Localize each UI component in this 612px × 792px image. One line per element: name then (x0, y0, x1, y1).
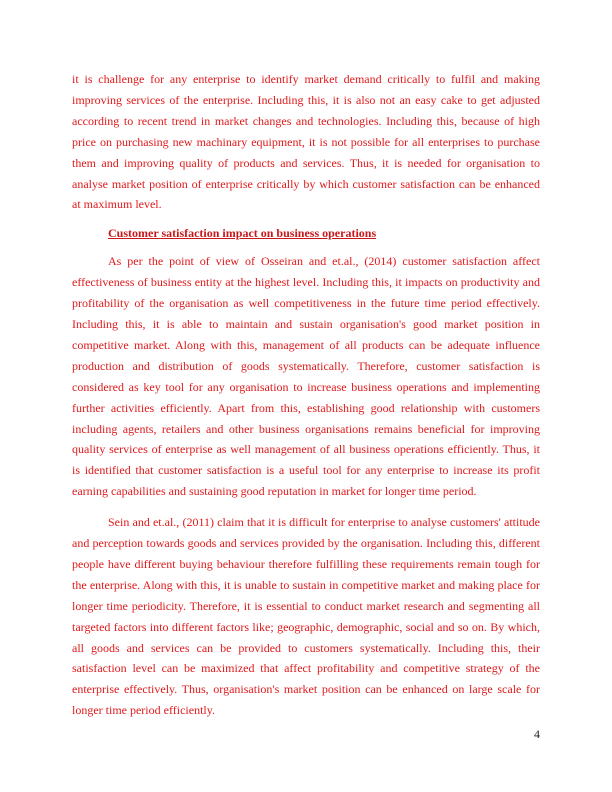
page-content (72, 69, 540, 721)
paragraph-sein: Sein and et.al., (2011) claim that it is difficult for enterprise to analyse customers' attitude and perception towards goods and services provided by the organisation. Including this, different people have different buying behaviour therefore fulfilling these requirements remain tough for the enterprise. Along with this, it is unable to sustain in competitive market and making place for longer time periodicity. Therefore, it is essential to conduct market research and segmenting all targeted factors into different factors like; geographic, demographic, social and so on. By which, all goods and services can be provided to customers systematically. Including this, their satisfaction level can be maximized that affect profitability and competitive strategy of the enterprise effectively. Thus, organisation's market position can be enhanced on large scale for longer time period efficiently. (72, 515, 540, 718)
paragraph-osseiran: As per the point of view of Osseiran and et.al., (2014) customer satisfaction affect effectiveness of business entity at the highest level. Including this, it impacts on productivity and profitability of the organisation as well competitiveness in the future time period effectively. Including this, it is able to maintain and sustain organisation's good market position in competitive market. Along with this, management of all products can be adequate influence production and distribution of goods systematically. Therefore, customer satisfaction is considered as key tool for any organisation to increase business operations and implementing further activities efficiently. Apart from this, establishing good relationship with customers including agents, retailers and other business organisations remains beneficial for improving quality services of enterprise as well management of all business operations efficiently. Thus, it is identified that customer satisfaction is a useful tool for any enterprise to increase its profit earning capabilities and sustaining good reputation in market for longer time period. (72, 254, 540, 499)
paragraph-intro-continuation: it is challenge for any enterprise to identify market demand critically to fulfil and making improving services of the enterprise. Including this, it is also not an easy cake to get adjusted according to recent trend in market changes and technologies. Including this, because of high price on purchasing new machinary equipment, it is not possible for all enterprises to purchase them and improving quality of products and services. Thus, it is needed for organisation to analyse market position of enterprise critically by which customer satisfaction can be enhanced at maximum level. (72, 72, 540, 212)
page-number: 4 (534, 727, 540, 741)
section-heading: Customer satisfaction impact on business operations (108, 226, 377, 241)
